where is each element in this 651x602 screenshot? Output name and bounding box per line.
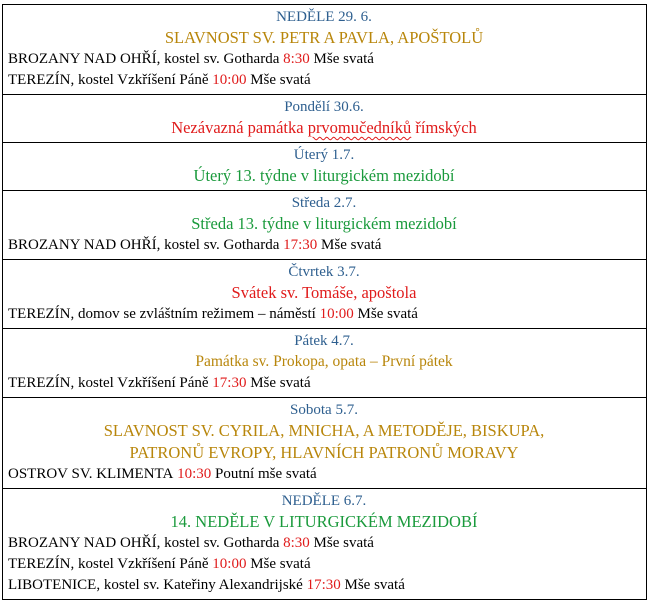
mass-time: 10:00 [212,72,247,88]
mass-rite: Mše svatá [309,535,374,551]
day-date: NEDĚLE 6.7. [281,493,367,509]
day-date: Čtvrtek 3.7. [288,264,360,280]
feast-title: Úterý 13. týdne v liturgickém mezidobí [193,166,455,185]
mass-entry [8,49,640,70]
mass-place: BROZANY NAD OHŘÍ [8,535,157,551]
feast-title-continued: PATRONŮ EVROPY, HLAVNÍCH PATRONŮ MORAVY [129,443,519,462]
mass-rite: Mše svatá [246,556,311,572]
mass-rite: Mše svatá [340,577,405,593]
mass-entry [8,304,640,325]
day-row [3,143,647,191]
day-row [3,489,647,600]
mass-rite: Poutní mše svatá [211,466,317,482]
mass-church: , kostel sv. Gotharda [156,51,284,67]
feast-text-spellcheck: prvomučedníků [307,118,412,137]
mass-place: TEREZÍN [8,375,71,391]
day-cell [3,489,647,600]
mass-rite: Mše svatá [246,72,311,88]
feast-title [8,117,640,139]
mass-entry [8,575,640,596]
liturgical-schedule-table [2,4,647,600]
feast-text: římských [411,118,477,137]
mass-church: , kostel Vzkříšení Páně [70,556,213,572]
day-cell [3,398,647,489]
day-cell [3,95,647,143]
day-cell [3,191,647,260]
feast-title: SLAVNOST SV. PETR A PAVLA, APOŠTOLŮ [164,28,484,47]
mass-time: 10:00 [319,306,354,322]
mass-place: OSTROV SV. KLIMENTA [8,466,174,482]
day-row [3,398,647,489]
mass-entry [8,235,640,256]
day-cell [3,329,647,398]
feast-title: SLAVNOST SV. CYRILA, MNICHA, A METODĚJE, BISKUPA, [103,421,545,440]
mass-church: , domov se zvláštním režimem – náměstí [70,306,320,322]
day-date: Středa 2.7. [291,195,357,211]
mass-place: LIBOTENICE [8,577,97,593]
day-date: Sobota 5.7. [290,402,358,418]
day-date: Pátek 4.7. [294,333,354,349]
day-row [3,329,647,398]
mass-church: , kostel sv. Kateřiny Alexandrijské [96,577,307,593]
mass-time: 10:00 [212,556,247,572]
mass-entry [8,373,640,394]
mass-place: BROZANY NAD OHŘÍ [8,51,157,67]
mass-place: TEREZÍN [8,306,71,322]
mass-entry [8,533,640,554]
mass-church: , kostel Vzkříšení Páně [70,375,213,391]
day-cell [3,260,647,329]
day-row [3,260,647,329]
feast-title: Středa 13. týdne v liturgickém mezidobí [191,214,457,233]
day-cell [3,5,647,95]
mass-time: 17:30 [306,577,341,593]
mass-place: TEREZÍN [8,556,71,572]
mass-time: 10:30 [177,466,212,482]
day-cell [3,143,647,191]
mass-place: TEREZÍN [8,72,71,88]
mass-entry [8,464,640,485]
mass-rite: Mše svatá [246,375,311,391]
feast-title: Památka sv. Prokopa, opata – První pátek [195,353,453,370]
mass-entry [8,70,640,91]
mass-church: , kostel Vzkříšení Páně [70,72,213,88]
feast-title: 14. NEDĚLE V LITURGICKÉM MEZIDOBÍ [170,512,478,531]
mass-rite: Mše svatá [353,306,418,322]
day-row [3,95,647,143]
mass-time: 8:30 [283,51,310,67]
feast-text: Nezávazná památka [171,118,308,137]
mass-rite: Mše svatá [317,237,382,253]
day-date: NEDĚLE 29. 6. [276,9,372,25]
mass-time: 17:30 [212,375,247,391]
day-row [3,191,647,260]
day-date: Úterý 1.7. [293,147,355,163]
mass-church: , kostel sv. Gotharda [156,237,284,253]
day-date: Pondělí 30.6. [284,99,364,115]
mass-entry [8,554,640,575]
mass-church: , kostel sv. Gotharda [156,535,284,551]
mass-rite: Mše svatá [309,51,374,67]
mass-place: BROZANY NAD OHŘÍ [8,237,157,253]
mass-time: 8:30 [283,535,310,551]
mass-time: 17:30 [283,237,318,253]
feast-title: Svátek sv. Tomáše, apoštola [231,283,417,302]
day-row [3,5,647,95]
